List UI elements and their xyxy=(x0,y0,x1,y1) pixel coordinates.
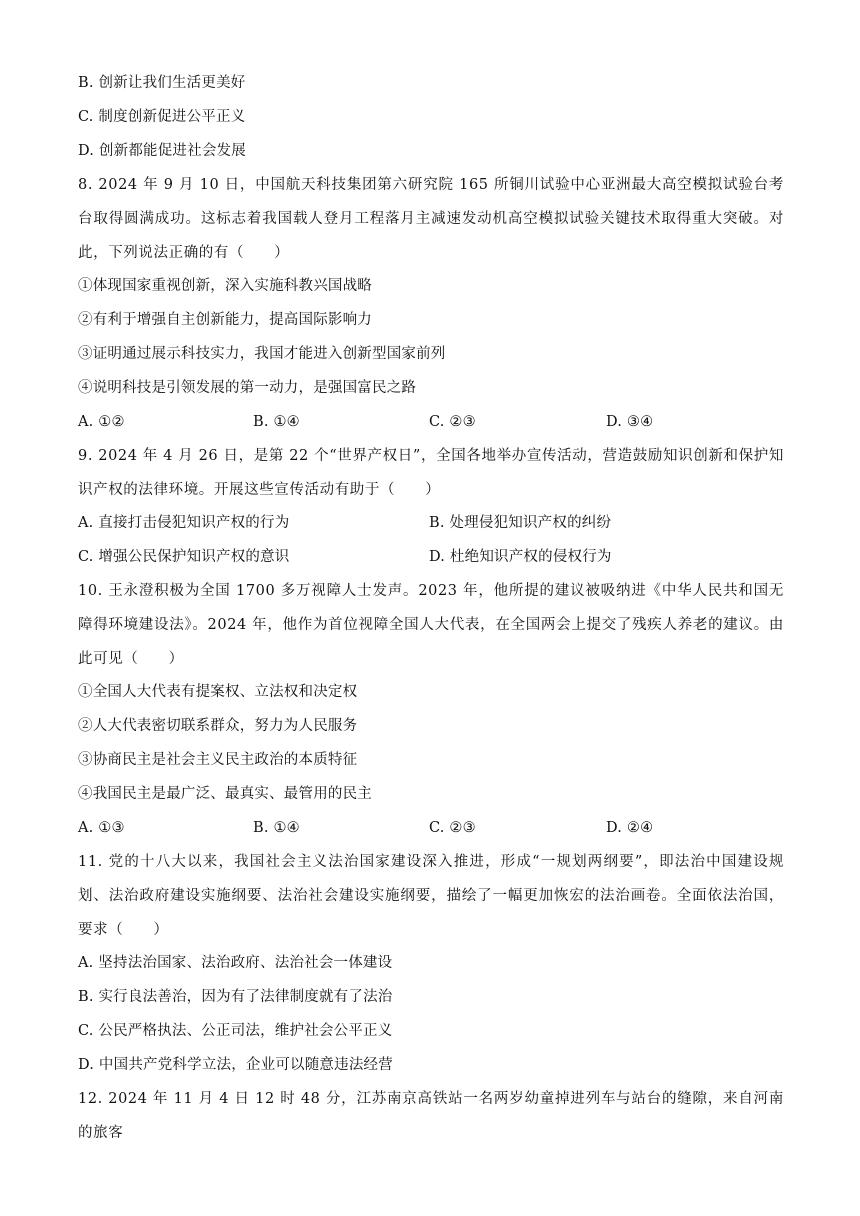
q12-stem: 12. 2024 年 11 月 4 日 12 时 48 分，江苏南京高铁站一名两岁幼童掉进列车与站台的缝隙，来自河南的旅客 xyxy=(78,1091,784,1141)
q10-statement-1: ①全国人大代表有提案权、立法权和决定权 xyxy=(78,684,358,700)
q8-statement-2: ②有利于增强自主创新能力，提高国际影响力 xyxy=(78,312,372,328)
q7-option-b: B. 创新让我们生活更美好 xyxy=(78,75,246,91)
q10-stem: 10. 王永澄积极为全国 1700 多万视障人士发声。2023 年，他所提的建议被吸纳进《中华人民共和国无障得环境建设法》。2024 年，他作为首位视障全国人大代表，在全国两会上提交了残疾人养老的建议。由此可见（ ） xyxy=(78,583,784,667)
q11-option-d: D. 中国共产党科学立法，企业可以随意违法经营 xyxy=(78,1057,393,1073)
q8-stem: 8. 2024 年 9 月 10 日，中国航天科技集团第六研究院 165 所铜川试验中心亚洲最大高空模拟试验台考台取得圆满成功。这标志着我国载人登月工程落月主减速发动机高空模拟试验关键技术取得重大突破。对此，下列说法正确的有（ ） xyxy=(78,177,784,261)
q9-option-b: B. 处理侵犯知识产权的纠纷 xyxy=(429,515,612,531)
q11-stem: 11. 党的十八大以来，我国社会主义法治国家建设深入推进，形成“一规划两纲要”，即法治中国建设规划、法治政府建设实施纲要、法治社会建设实施纲要，描绘了一幅更加恢宏的法治画卷。全面依法治国，要求（ ） xyxy=(78,854,784,938)
q9-stem: 9. 2024 年 4 月 26 日，是第 22 个“世界产权日”，全国各地举办宣传活动，营造鼓励知识创新和保护知识产权的法律环境。开展这些宣传活动有助于（ ） xyxy=(78,448,784,498)
q10-statement-3: ③协商民主是社会主义民主政治的本质特征 xyxy=(78,752,358,768)
q8-option-c: C. ②③ xyxy=(429,414,476,430)
q10-option-c: C. ②③ xyxy=(429,820,476,836)
q10-statement-2: ②人大代表密切联系群众，努力为人民服务 xyxy=(78,718,358,734)
q10-option-a: A. ①③ xyxy=(78,820,125,836)
q8-statement-1: ①体现国家重视创新，深入实施科教兴国战略 xyxy=(78,278,372,294)
q7-option-d: D. 创新都能促进社会发展 xyxy=(78,143,246,159)
q8-statement-4: ④说明科技是引领发展的第一动力，是强国富民之路 xyxy=(78,380,417,396)
q9-option-d: D. 杜绝知识产权的侵权行为 xyxy=(429,549,612,565)
q8-option-b: B. ①④ xyxy=(253,414,300,430)
q8-option-a: A. ①② xyxy=(78,414,125,430)
q10-option-b: B. ①④ xyxy=(253,820,300,836)
q8-option-d: D. ③④ xyxy=(606,414,654,430)
q10-option-d: D. ②④ xyxy=(606,820,654,836)
q8-statement-3: ③证明通过展示科技实力，我国才能进入创新型国家前列 xyxy=(78,346,446,362)
q9-option-c: C. 增强公民保护知识产权的意识 xyxy=(78,549,290,565)
q10-statement-4: ④我国民主是最广泛、最真实、最管用的民主 xyxy=(78,786,372,802)
q11-option-c: C. 公民严格执法、公正司法，维护社会公平正义 xyxy=(78,1023,393,1039)
q11-option-b: B. 实行良法善治，因为有了法律制度就有了法治 xyxy=(78,989,393,1005)
q11-option-a: A. 坚持法治国家、法治政府、法治社会一体建设 xyxy=(78,955,393,971)
q7-option-c: C. 制度创新促进公平正义 xyxy=(78,109,246,125)
q9-option-a: A. 直接打击侵犯知识产权的行为 xyxy=(78,515,290,531)
